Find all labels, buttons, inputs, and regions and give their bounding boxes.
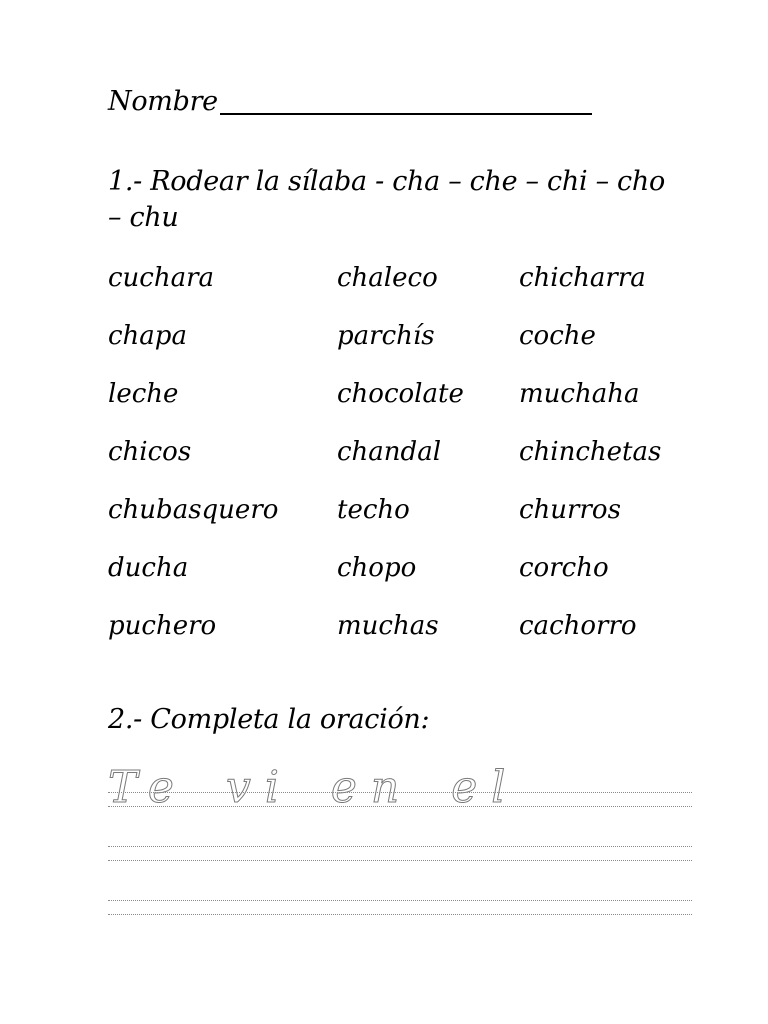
word-item[interactable]: puchero [108,611,217,641]
word-row [108,492,688,550]
guide-line [108,792,692,793]
word-item[interactable]: techo [337,495,410,525]
name-label: Nombre [108,86,218,117]
word-item[interactable]: cachorro [519,611,637,641]
word-item[interactable]: chinchetas [519,437,662,467]
word-item[interactable]: chapa [108,321,187,351]
guide-line [108,914,692,915]
word-item[interactable]: ducha [108,553,189,583]
guide-line [108,900,692,901]
word-item[interactable]: chaleco [337,263,438,293]
exercise-1-title: 1.- Rodear la sílaba - cha – che – chi – cho – chu [108,166,665,233]
trace-text: Te vi en el [108,762,520,813]
word-item[interactable]: corcho [519,553,609,583]
guide-line [108,846,692,847]
word-item[interactable]: muchaha [519,379,640,409]
word-item[interactable]: churros [519,495,621,525]
word-row [108,318,688,376]
word-item[interactable]: cuchara [108,263,215,293]
word-item[interactable]: muchas [337,611,439,641]
word-item[interactable]: chubasquero [108,495,279,525]
guide-line [108,860,692,861]
word-row [108,434,688,492]
word-item[interactable]: chicos [108,437,192,467]
word-row [108,608,688,666]
word-item[interactable]: chicharra [519,263,646,293]
exercise-2-title: 2.- Completa la oración: [108,704,430,735]
word-item[interactable]: parchís [337,321,435,351]
word-row [108,376,688,434]
word-item[interactable]: leche [108,379,179,409]
word-row [108,550,688,608]
guide-line [108,806,692,807]
word-grid [108,260,688,666]
word-row [108,260,688,318]
word-item[interactable]: chopo [337,553,417,583]
name-row [108,84,592,120]
name-blank-line[interactable] [220,113,592,115]
word-item[interactable]: coche [519,321,596,351]
writing-area[interactable] [108,762,692,920]
word-item[interactable]: chandal [337,437,442,467]
word-item[interactable]: chocolate [337,379,464,409]
